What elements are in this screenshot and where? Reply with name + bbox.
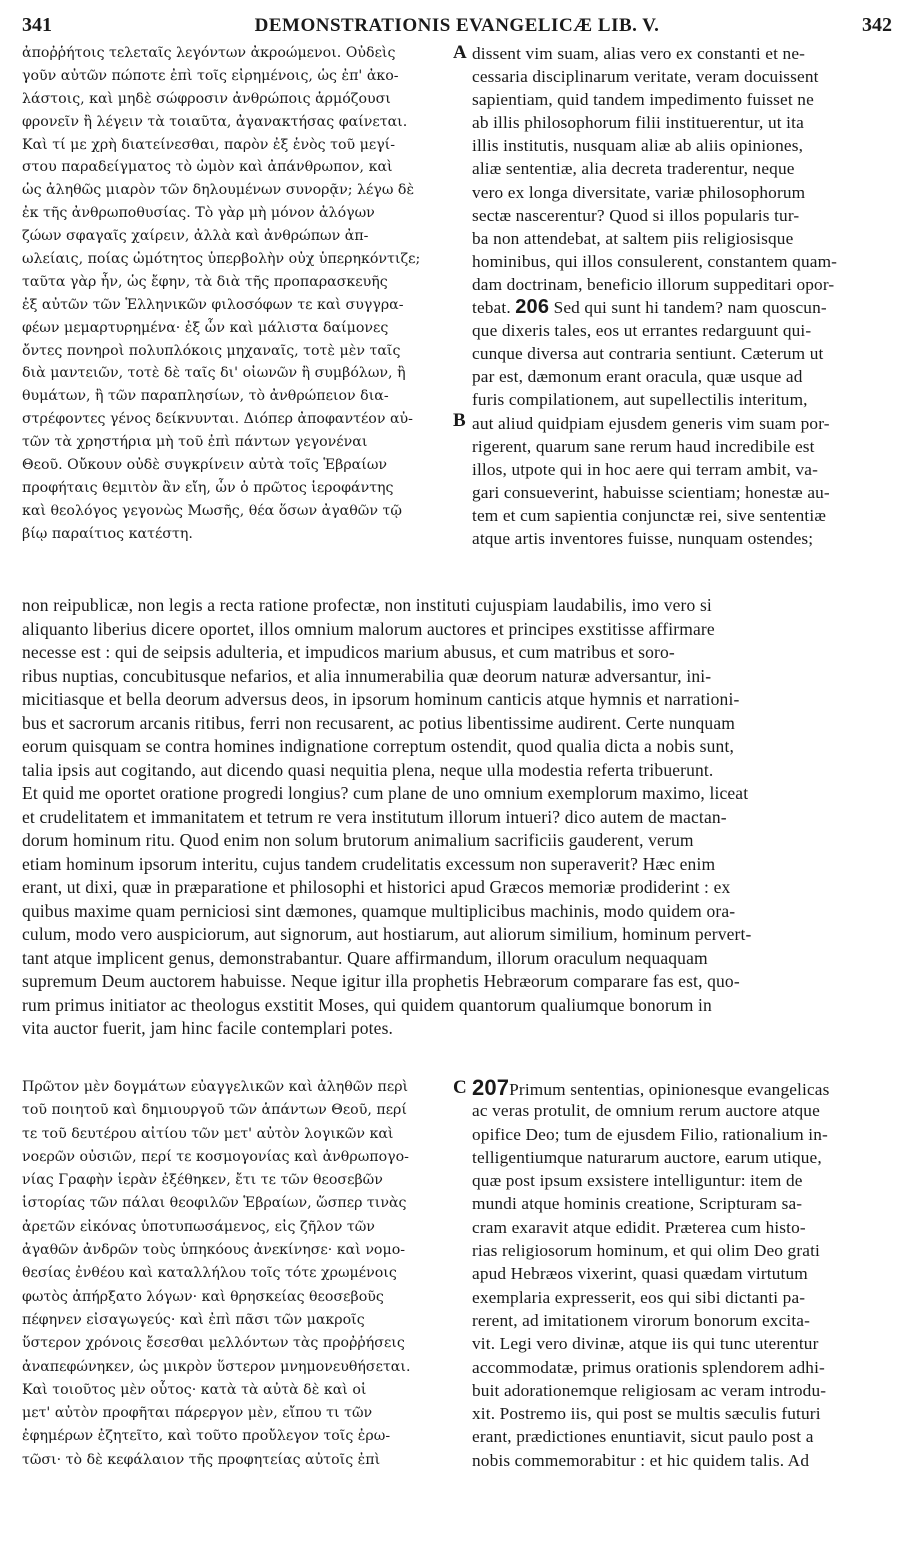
latin-line: eorum quisquam se contra homines indignatione correptum ostendit, quod qualia dicta a nobis sunt,: [22, 736, 734, 756]
section-number: 207: [472, 1076, 510, 1100]
greek-line: Καὶ τοιοῦτος μὲν οὗτος· κατὰ τὰ αὐτὰ δὲ καὶ οἱ: [22, 1381, 367, 1398]
latin-line: ribus nuptias, concubitusque nefarios, et alia innumerabilia quæ deorum naturæ adversantur, ini-: [22, 665, 712, 686]
latin-line: dorum hominum ritu. Quod enim non solum brutorum animalium sacrificiis gauderent, verum: [22, 830, 694, 850]
latin-line: xit. Postremo iis, qui post se multis sæculis futuri: [472, 1404, 821, 1424]
latin-line: mundi atque hominis creatione, Scripturam sa-: [472, 1194, 803, 1214]
latin-line: que dixeris tales, eos ut errantes redarguunt qui-: [472, 321, 812, 341]
latin-line: aliæ sententiæ, alia decreta traderentur, neque: [472, 159, 795, 179]
greek-line: ὡς ἀληθῶς μιαρὸν τῶν δηλουμένων συνορᾷν; λέγω δὲ: [22, 182, 415, 199]
latin-line: gari consueverint, habuisse scientiam; honestæ au-: [472, 482, 830, 502]
latin-line: erant, ut dixi, quæ in præparatione et philosophi et historici apud Græcos memoriæ prodiderint : ex: [22, 877, 731, 897]
latin-line: ab illis philosophorum filii instituerentur, ut ita: [472, 113, 804, 133]
latin-line: buit adorationemque religiosam ac veram introdu-: [472, 1380, 827, 1400]
greek-line: ἀρετῶν εἰκόνας ὑποτυπωσάμενος, εἰς ζῆλον τῶν: [22, 1218, 375, 1235]
latin-line: micitiasque et bella deorum adversus deos, in ipsorum hominum canticis atque hymnis et narrationi-: [22, 689, 740, 709]
latin-text-column-top: [472, 42, 892, 550]
section-number: 206: [515, 296, 550, 319]
latin-line: [472, 296, 892, 319]
margin-letter-b: B: [453, 410, 466, 431]
latin-line: tem et cum sapientia conjunctæ rei, sive sententiæ: [472, 505, 826, 525]
latin-line: telligentiumque naturarum auctore, earum utique,: [472, 1147, 822, 1167]
latin-line: cunque diversa aut contraria sentiunt. Cæterum ut: [472, 344, 824, 364]
greek-line: Πρῶτον μὲν δογμάτων εὐαγγελικῶν καὶ ἀληθῶν περὶ: [22, 1079, 409, 1095]
greek-line: ἐκ τῆς ἀνθρωποθυσίας. Τὸ γὰρ μὴ μόνον ἀλόγων: [22, 205, 375, 222]
greek-line: ἀναπεφώνηκεν, ὡς μικρὸν ὕστερον μνημονευθήσεται.: [22, 1358, 411, 1375]
greek-line: Καὶ τί με χρὴ διατείνεσθαι, παρὸν ἐξ ἑνὸς τοῦ μεγί-: [22, 136, 396, 153]
greek-line: ἱστορίας τῶν πάλαι θεοφιλῶν Ἑβραίων, ὥσπερ τινὰς: [22, 1195, 407, 1212]
latin-line: aut aliud quidpiam ejusdem generis vim suam por-: [472, 413, 830, 433]
latin-line: rigerent, quarum sane rerum haud incredibile est: [472, 436, 815, 456]
latin-line: opifice Deo; tum de ejusdem Filio, rationalium in-: [472, 1124, 828, 1144]
greek-line: Θεοῦ. Οὔκουν οὐδὲ συγκρίνειν αὐτὰ τοῖς Ἑβραίων: [22, 457, 388, 474]
latin-line: ba non attendebat, at saltem piis religiosisque: [472, 228, 794, 248]
latin-line: exemplaria expresserit, eos qui sibi dictanti pa-: [472, 1287, 806, 1307]
latin-line: cram exaravit atque edidit. Præterea cum histo-: [472, 1217, 806, 1237]
page-header: [22, 14, 892, 40]
greek-line: λάστοις, καὶ μηδὲ σώφροσιν ἀνθρώποις ἁρμόζουσι: [22, 90, 391, 107]
greek-line: ζώων σφαγαῖς χαίρειν, ἀλλὰ καὶ ἀνθρώπων ἀπ-: [22, 228, 369, 245]
latin-line: quibus maxime quam perniciosi sint dæmones, quamque multiplicibus machinis, modo quidem ora-: [22, 900, 736, 921]
latin-line: sectæ nascerentur? Quod si illos popularis tur-: [472, 205, 800, 225]
margin-letter-a: A: [453, 42, 467, 63]
running-title: DEMONSTRATIONIS EVANGELICÆ LIB. V.: [254, 15, 660, 36]
greek-line: ἐφημέρων ἐζητεῖτο, καὶ τοῦτο προὔλεγον τοῖς ἐρω-: [22, 1428, 391, 1445]
latin-line: rum primus initiator ac theologus exstitit Moses, qui quidem quantorum qualiumque bonorum in: [22, 994, 712, 1015]
line-text: tebat.: [472, 298, 516, 318]
latin-fullwidth-paragraph: [22, 594, 894, 1041]
greek-line: στρέφοντες γένος δείκνυνται. Διόπερ ἀποφαντέον αὐ-: [22, 411, 413, 428]
greek-line: φέων μεμαρτυρημένα· ἐξ ὧν καὶ μάλιστα δαίμονες: [22, 319, 389, 336]
latin-line: [472, 1076, 892, 1099]
latin-line: hominibus, qui illos consulerent, constantem quam-: [472, 251, 838, 271]
greek-text-column-top: [22, 42, 452, 546]
latin-line: nobis commemorabitur : et hic quidem talis. Ad: [472, 1450, 810, 1470]
latin-line: furis compilationem, aut supellectilis interitum,: [472, 390, 808, 410]
greek-line: διὰ μαντειῶν, τοτὲ δὲ ταῖς δι' οἰωνῶν ἢ συμβόλων, ἢ: [22, 365, 406, 382]
greek-line: βίῳ παραίτιος κατέστη.: [22, 525, 193, 542]
greek-line: στου παραδείγματος τὸ ὠμὸν καὶ ἀπάνθρωπον, καὶ: [22, 159, 393, 176]
latin-line: accommodatæ, primus orationis splendorem adhi-: [472, 1357, 825, 1377]
latin-line: rias religiosorum hominum, et qui olim Deo grati: [472, 1241, 820, 1261]
latin-line: vit. Legi vero divinæ, atque iis qui tunc uterentur: [472, 1334, 819, 1354]
latin-line: dissent vim suam, alias vero ex constanti et ne-: [472, 44, 806, 63]
greek-line: φρονεῖν ἢ λέγειν τὰ τοιαῦτα, ἀγανακτήσας φαίνεται.: [22, 113, 408, 130]
latin-line: ac veras protulit, de omnium rerum auctore atque: [472, 1101, 820, 1121]
latin-text-column-bottom: [472, 1076, 892, 1472]
latin-line: et crudelitatem et immanitatem et tetrum re vera institutum illorum intueri? dico autem de mactan-: [22, 806, 727, 827]
greek-line: θυμάτων, ἢ τῶν παραπλησίων, τὸ ἀνθρώπειον δια-: [22, 388, 389, 405]
greek-line: καὶ θεολόγος γεγονὼς Μωσῆς, θέα ὅσων ἀγαθῶν τῷ: [22, 502, 402, 519]
greek-line: θεσίας ἐνθέου καὶ καταλλήλου τοῖς τότε χρωμένοις: [22, 1265, 397, 1282]
latin-line: non reipublicæ, non legis a recta ratione profectæ, non instituti cujuspiam laudabilis, imo vero si: [22, 595, 712, 615]
latin-line: erant, prædictiones enuntiavit, sicut paulo post a: [472, 1427, 814, 1447]
latin-line: Et quid me oportet oratione progredi longius? cum plane de uno omnium exemplorum maximo, liceat: [22, 783, 749, 803]
latin-line: bus et sacrorum arcanis ritibus, ferri non recusarent, ac potius libentissime audirent. Certe nunquam: [22, 712, 735, 733]
latin-line: vita auctor fuerit, jam hinc facile contemplari potes.: [22, 1018, 394, 1038]
greek-line: τῶσι· τὸ δὲ κεφάλαιον τῆς προφητείας αὐτοῖς ἐπὶ: [22, 1451, 381, 1468]
greek-line: φωτὸς ἀπήρξατο λόγων· καὶ θρησκείας θεοσεβοῦς: [22, 1288, 384, 1305]
latin-line: illis institutis, nusquam aliæ ab aliis opiniones,: [472, 136, 804, 156]
greek-line: μετ' αὐτὸν προφῆται πάρεργον μὲν, εἴπου τι τῶν: [22, 1405, 373, 1422]
latin-line: necesse est : qui de seipsis adulteria, et impudicos marium abusus, et cum matribus et soro-: [22, 642, 675, 662]
latin-line: dam doctrinam, beneficio illorum suppeditari opor-: [472, 274, 835, 294]
greek-line: προφήταις θεμιτὸν ἂν εἴη, ὧν ὁ πρῶτος ἱεροφάντης: [22, 479, 394, 496]
greek-line: πέφηνεν εἰσαγωγεύς· καὶ ἐπὶ πᾶσι τῶν μακροῖς: [22, 1311, 365, 1328]
greek-line: ἐξ αὐτῶν τῶν Ἑλληνικῶν φιλοσόφων τε καὶ συγγρα-: [22, 296, 404, 313]
greek-line: ταῦτα γὰρ ἦν, ὡς ἔφην, τὰ διὰ τῆς προπαρασκευῆς: [22, 273, 388, 290]
latin-line: quæ post ipsum exsistere intelliguntur: item de: [472, 1171, 803, 1191]
latin-line: aliquanto liberius dicere oportet, illos omnium malorum auctores et principes exstitisse affirmare: [22, 618, 715, 639]
latin-line: atque artis inventores fuisse, nunquam ostendes;: [472, 528, 814, 548]
greek-line: ωλείαις, ποίας ὠμότητος ὑπερβολὴν οὐχ ὑπερηκόντιζε;: [22, 251, 421, 268]
greek-line: τε τοῦ δευτέρου αἰτίου τῶν μετ' αὐτὸν λογικῶν καὶ: [22, 1125, 394, 1142]
latin-line: par est, dæmonum erant oracula, quæ usque ad: [472, 367, 803, 387]
latin-line: culum, modo vero auspiciorum, aut signorum, aut hostiarum, aut aliorum similium, hominum pervert-: [22, 924, 752, 944]
page-number-right: 342: [862, 14, 892, 36]
line-text: Sed qui sunt hi tandem? nam quoscun-: [549, 298, 827, 318]
latin-line: talia ipsis aut cogitando, aut dicendo quasi nequitia plena, neque ulla modestia referta tribuerunt.: [22, 759, 714, 780]
latin-line: etiam hominum ipsorum interitu, cujus tandem crudelitatis excessum non superaverit? Hæc enim: [22, 853, 716, 874]
greek-line: ἀποῤῥήτοις τελεταῖς λεγόντων ἀκροώμενοι. Οὐδεὶς: [22, 45, 396, 61]
greek-line: νίας Γραφὴν ἱερὰν ἐξέθηκεν, ἔτι τε τῶν θεοσεβῶν: [22, 1172, 383, 1189]
greek-text-column-bottom: [22, 1076, 452, 1472]
line-text: Primum sententias, opinionesque evangelicas: [509, 1080, 830, 1099]
page-number-left: 341: [22, 14, 52, 36]
greek-line: ἀγαθῶν ἀνδρῶν τοὺς ὑπηκόους ἀνεκίνησε· καὶ νομο-: [22, 1242, 406, 1259]
latin-line: supremum Deum auctorem habuisse. Neque igitur illa prophetis Hebræorum comparare fas est, quo-: [22, 971, 740, 991]
greek-line: νοερῶν οὐσιῶν, περί τε κοσμογονίας καὶ ἀνθρωπογο-: [22, 1148, 409, 1165]
latin-line: sapientiam, quid tandem impedimento fuisset ne: [472, 90, 814, 110]
latin-line: tant atque implicent genus, demonstrabantur. Quare affirmandum, illorum oraculum nequaquam: [22, 947, 708, 968]
greek-line: τῶν τὰ χρηστήρια μὴ τοῦ ἐπὶ πάντων γεγονέναι: [22, 434, 368, 451]
margin-letter-c: C: [453, 1077, 467, 1098]
latin-line: rerent, ad imitationem virorum bonorum excita-: [472, 1310, 811, 1330]
greek-line: γοῦν αὐτῶν πώποτε ἐπὶ τοῖς εἰρημένοις, ὡς ἐπ' ἀκο-: [22, 67, 399, 84]
latin-line: cessaria disciplinarum veritate, veram docuissent: [472, 67, 819, 87]
greek-line: ὕστερον χρόνοις ἔσεσθαι μελλόντων τὰς προῤῥήσεις: [22, 1335, 405, 1352]
latin-line: vero ex longa diversitate, variæ philosophorum: [472, 182, 806, 202]
latin-line: apud Hebræos vixerint, quasi quædam virtutum: [472, 1264, 808, 1284]
greek-line: ὄντες πονηροὶ πολυπλόκοις μηχαναῖς, τοτὲ μὲν ταῖς: [22, 342, 401, 359]
greek-line: τοῦ ποιητοῦ καὶ δημιουργοῦ τῶν ἁπάντων Θεοῦ, περί: [22, 1102, 407, 1119]
latin-line: illos, utpote qui in hoc aere qui terram ambit, va-: [472, 459, 818, 479]
